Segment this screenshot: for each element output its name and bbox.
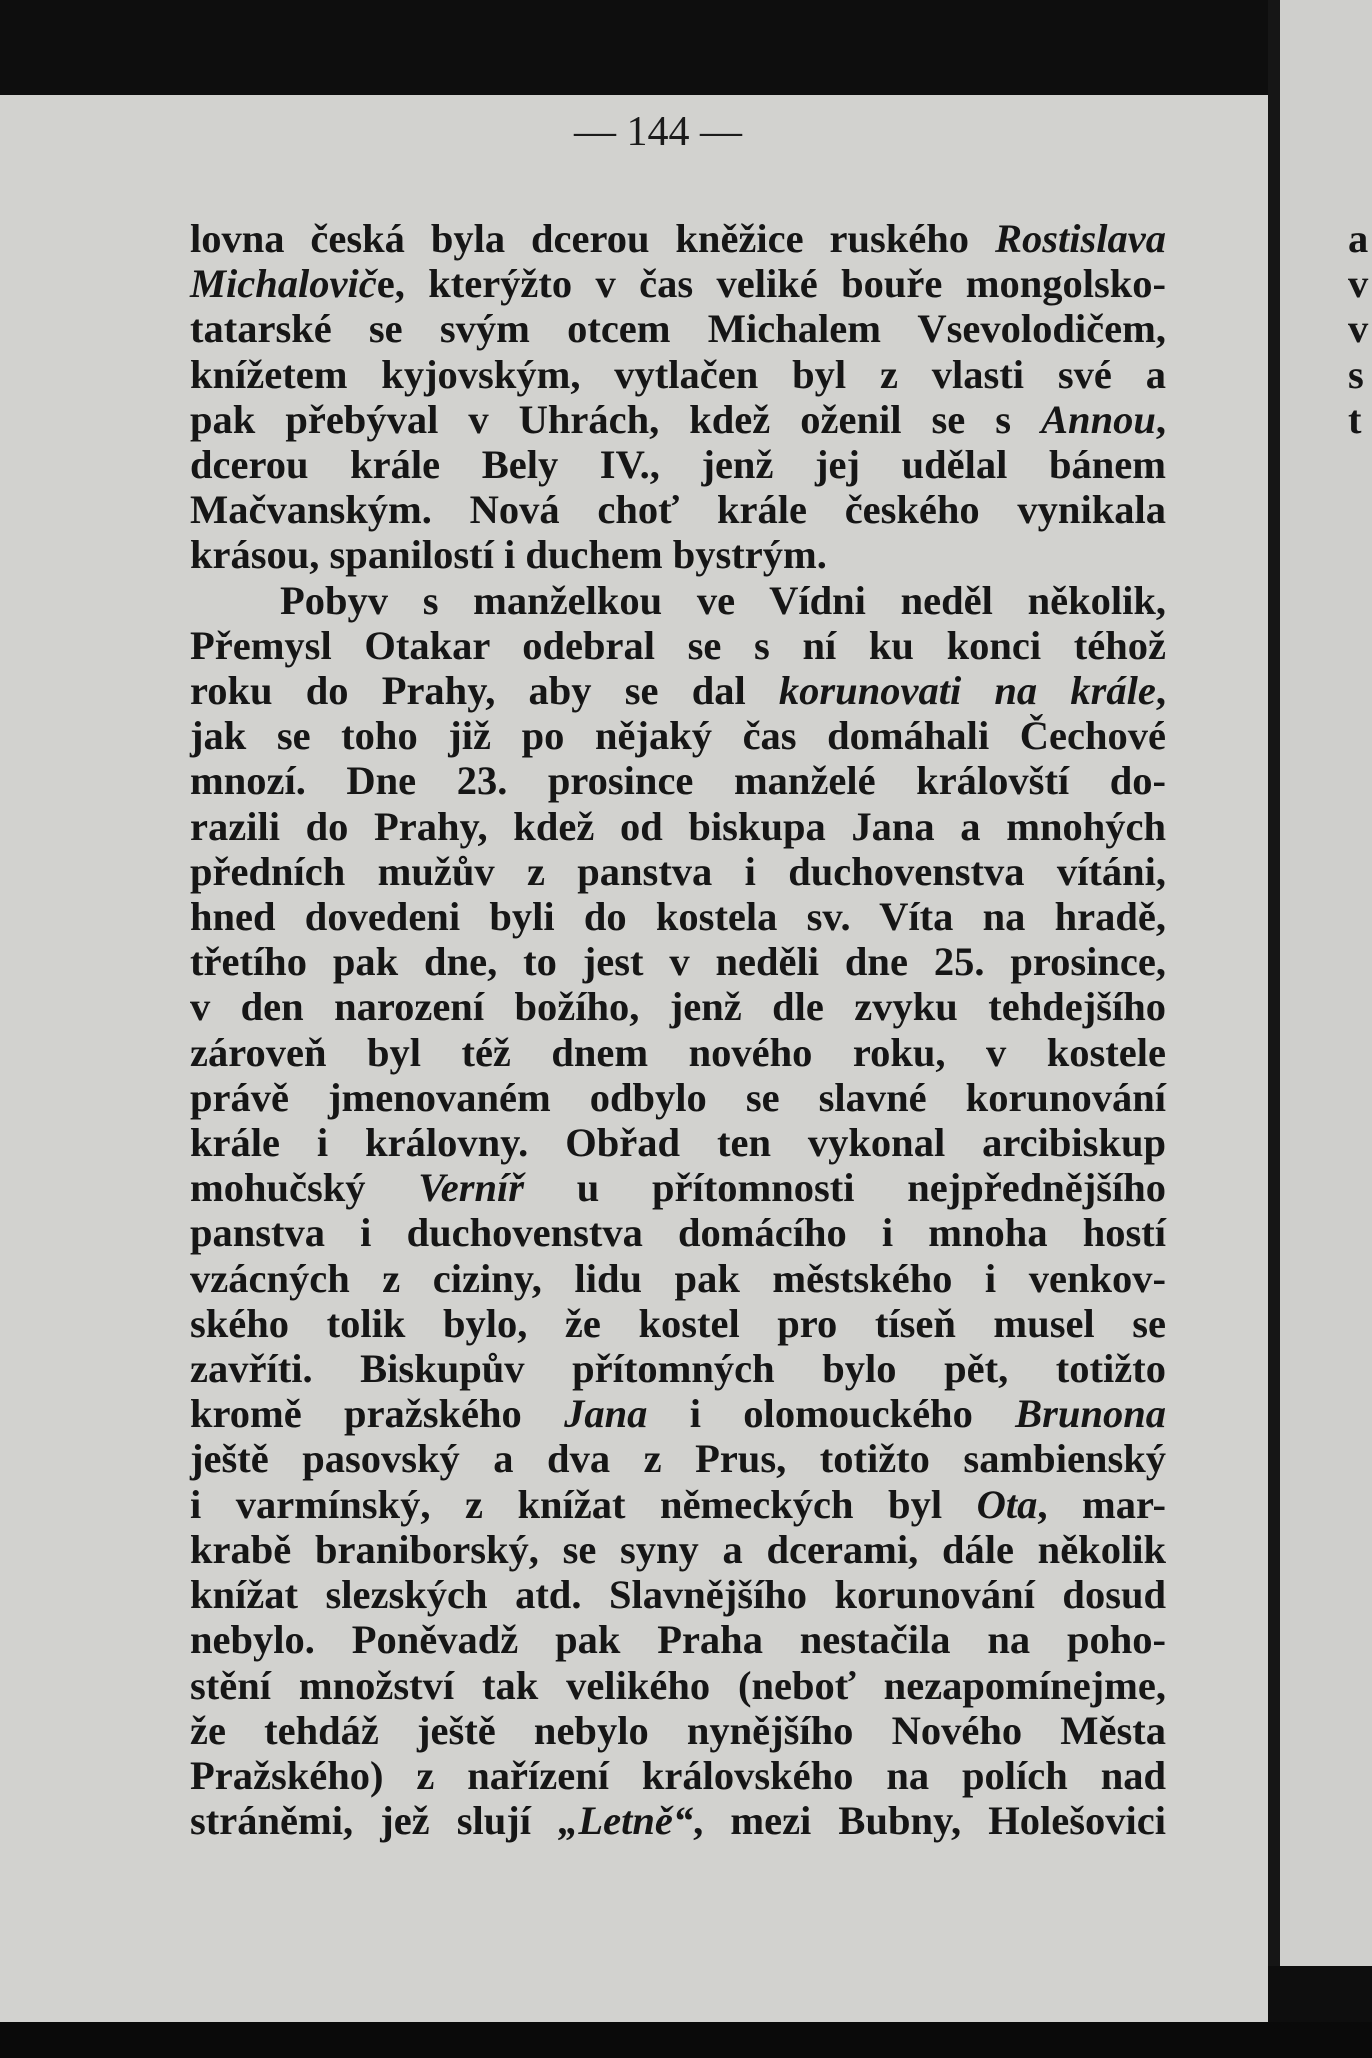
text-line <box>190 668 1166 713</box>
text-segment: krabě braniborský, se syny a dcerami, dále několik <box>190 1526 1166 1572</box>
text-segment: knížat slezských atd. Slavnějšího korunování dosud <box>190 1572 1166 1618</box>
text-segment: u přítomnosti nejpřednějšího <box>524 1165 1166 1211</box>
text-segment: tatarské se svým otcem Michalem Vsevolodičem, <box>190 306 1166 352</box>
text-segment: vzácných z ciziny, lidu pak městského i venkov- <box>190 1255 1166 1301</box>
text-segment: právě jmenovaném odbylo se slavné korunování <box>190 1074 1166 1120</box>
text-line <box>190 216 1166 261</box>
italic-text: „Letně“ <box>558 1798 694 1844</box>
text-segment: zavříti. Biskupův přítomných bylo pět, totižto <box>190 1346 1166 1392</box>
text-line <box>190 849 1166 894</box>
text-line <box>190 578 1166 623</box>
text-line <box>190 1617 1166 1662</box>
text-segment: Pobyv s manželkou ve Vídni neděl několik, <box>280 577 1166 623</box>
text-segment: zároveň byl též dnem nového roku, v kostele <box>190 1029 1166 1075</box>
text-line <box>190 1391 1166 1436</box>
text-line <box>190 1572 1166 1617</box>
text-segment: , <box>1155 668 1166 714</box>
text-line <box>190 1527 1166 1572</box>
next-page-edge-letters <box>1348 216 1368 442</box>
text-line <box>190 1256 1166 1301</box>
text-segment: Přemysl Otakar odebral se s ní ku konci téhož <box>190 622 1166 668</box>
text-segment: razili do Prahy, kdež od biskupa Jana a mnohých <box>190 803 1166 849</box>
text-segment: roku do Prahy, aby se dal <box>190 668 779 714</box>
text-line <box>190 1210 1166 1255</box>
text-line <box>190 1120 1166 1165</box>
body-text <box>190 216 1166 1843</box>
italic-text: Michalovič <box>190 261 377 307</box>
text-line <box>190 1030 1166 1075</box>
text-segment: nebylo. Poněvadž pak Praha nestačila na poho- <box>190 1617 1166 1663</box>
page-gutter <box>1268 0 1280 1966</box>
text-line <box>190 397 1166 442</box>
text-segment: ještě pasovský a dva z Prus, totižto sambienský <box>190 1436 1166 1482</box>
text-line <box>190 713 1166 758</box>
italic-text: Annou <box>1041 396 1156 442</box>
text-line <box>190 1663 1166 1708</box>
text-line <box>190 1346 1166 1391</box>
text-segment: ského tolik bylo, že kostel pro tíseň musel se <box>190 1300 1166 1346</box>
text-line <box>190 939 1166 984</box>
text-segment: předních mužův z panstva i duchovenstva vítáni, <box>190 848 1166 894</box>
text-segment: kromě pražského <box>190 1391 565 1437</box>
text-line <box>190 1075 1166 1120</box>
text-line <box>190 1436 1166 1481</box>
text-segment: knížetem kyjovským, vytlačen byl z vlasti své a <box>190 351 1166 397</box>
text-segment: jak se toho již po nějaký čas domáhali Čechové <box>190 713 1166 759</box>
text-line <box>190 487 1166 532</box>
text-line <box>190 1482 1166 1527</box>
text-line <box>190 306 1166 351</box>
text-segment: panstva i duchovenstva domácího i mnoha hostí <box>190 1210 1166 1256</box>
text-segment: , mezi Bubny, Holešovici <box>693 1798 1166 1844</box>
text-segment: i varmínský, z knížat německých byl <box>190 1481 977 1527</box>
text-segment: e, kterýžto v čas veliké bouře mongolsko- <box>376 261 1166 307</box>
text-segment: , mar- <box>1037 1481 1166 1527</box>
text-segment: třetího pak dne, to jest v neděli dne 25. prosince, <box>190 939 1166 985</box>
text-segment: že tehdáž ještě nebylo nynějšího Nového Města <box>190 1707 1166 1753</box>
text-line <box>190 1708 1166 1753</box>
page-number: — 144 — <box>574 109 742 155</box>
text-line <box>190 1753 1166 1798</box>
italic-text: Brunona <box>1015 1391 1167 1437</box>
text-line <box>190 623 1166 668</box>
scan-border <box>0 2022 1372 2058</box>
edge-letter: s <box>1348 351 1364 397</box>
text-line <box>190 261 1166 306</box>
italic-text: korunovati na krále <box>778 668 1156 714</box>
text-line <box>190 1165 1166 1210</box>
text-line <box>190 532 1166 577</box>
text-segment: i olomouckého <box>647 1391 1016 1437</box>
italic-text: Jana <box>564 1391 648 1437</box>
italic-text: Ota <box>976 1481 1038 1527</box>
text-segment: dcerou krále Bely IV., jenž jej udělal bánem <box>190 442 1166 488</box>
text-line <box>190 804 1166 849</box>
text-segment: v den narození božího, jenž dle zvyku tehdejšího <box>190 984 1166 1030</box>
text-segment: krále i královny. Obřad ten vykonal arcibiskup <box>190 1120 1166 1166</box>
text-line <box>190 758 1166 803</box>
text-segment: Pražského) z nařízení královského na polích nad <box>190 1752 1166 1798</box>
text-segment: pak přebýval v Uhrách, kdež oženil se s <box>190 396 1042 442</box>
text-line <box>190 984 1166 1029</box>
text-segment: mohučský <box>190 1165 419 1211</box>
text-line <box>190 894 1166 939</box>
text-segment: hned dovedeni byli do kostela sv. Víta na hradě, <box>190 894 1166 940</box>
edge-letter: v <box>1348 261 1369 307</box>
edge-letter: a <box>1348 216 1369 261</box>
text-segment: stráněmi, jež slují <box>190 1798 559 1844</box>
text-line <box>190 1301 1166 1346</box>
text-segment: stění množství tak velikého (neboť nezapomínejme, <box>190 1662 1166 1708</box>
text-line <box>190 442 1166 487</box>
text-segment: Mačvanským. Nová choť krále českého vynikala <box>190 487 1166 533</box>
text-segment: mnozí. Dne 23. prosince manželé královští do- <box>190 758 1166 804</box>
edge-letter: v <box>1348 306 1369 352</box>
text-line <box>190 352 1166 397</box>
edge-letter: t <box>1348 396 1362 442</box>
text-segment: krásou, spanilostí i duchem bystrým. <box>190 532 827 578</box>
text-segment: , <box>1155 396 1166 442</box>
text-line <box>190 1798 1166 1843</box>
text-segment: lovna česká byla dcerou kněžice ruského <box>190 216 995 261</box>
italic-text: Verníř <box>418 1165 525 1211</box>
italic-text: Rostislava <box>994 216 1166 261</box>
